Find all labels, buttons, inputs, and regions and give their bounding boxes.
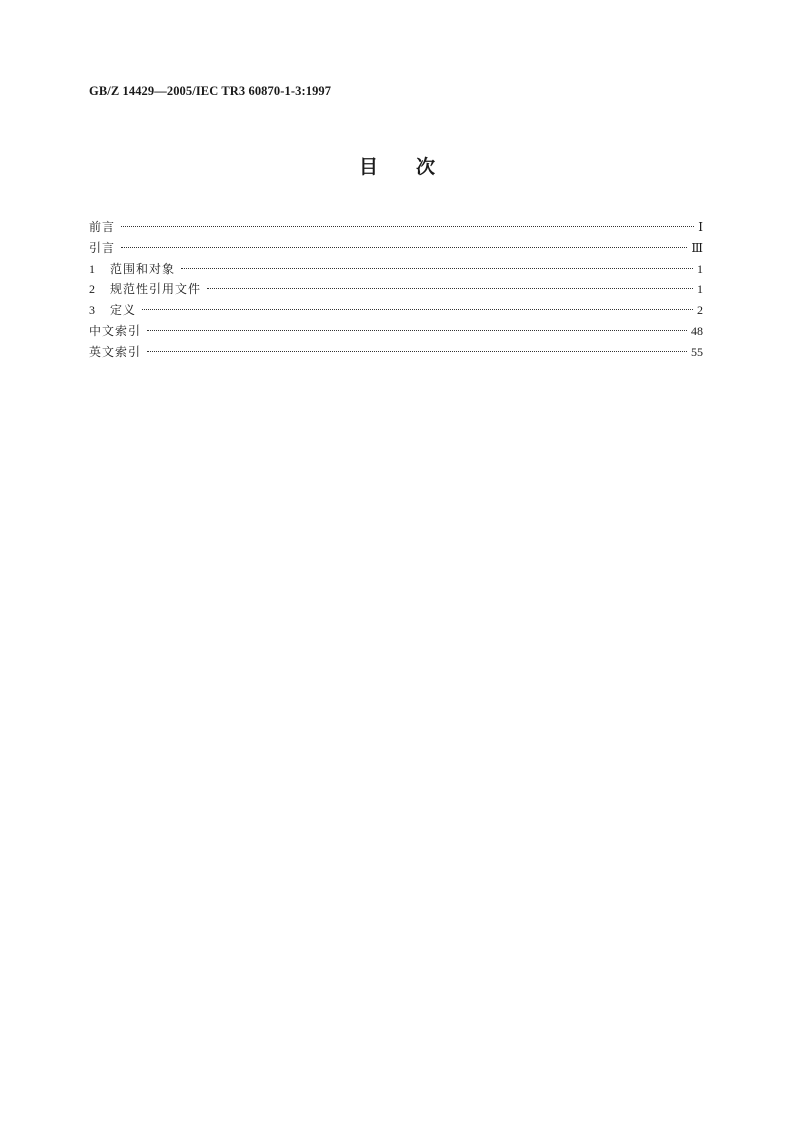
toc-entry-normative-references[interactable] xyxy=(89,279,703,300)
toc-entry-scope[interactable] xyxy=(89,259,703,280)
toc-entry-label: 前言 xyxy=(89,220,116,234)
toc-entry-label: 英文索引 xyxy=(89,344,142,359)
toc-entry-number: 1 xyxy=(89,261,95,276)
toc-entry-label: 范围和对象 xyxy=(110,261,176,276)
toc-entry-label: 定义 xyxy=(110,303,137,318)
toc-entry-page: Ⅲ xyxy=(691,240,703,255)
toc-leader-dots xyxy=(147,351,687,352)
toc-entry-page: Ⅰ xyxy=(698,220,703,234)
toc-leader-dots xyxy=(147,330,687,331)
toc-entry-foreword[interactable] xyxy=(89,217,703,238)
toc-leader-dots xyxy=(142,309,693,310)
toc-entry-number: 2 xyxy=(89,282,95,297)
table-of-contents xyxy=(89,217,703,363)
toc-entry-introduction[interactable] xyxy=(89,238,703,259)
document-code-header: GB/Z 14429—2005/IEC TR3 60870-1-3:1997 xyxy=(89,84,332,98)
toc-entry-label: 引言 xyxy=(89,240,116,255)
page-title: 目 次 xyxy=(358,156,435,178)
toc-leader-dots xyxy=(207,288,693,289)
toc-leader-dots xyxy=(121,226,694,227)
toc-entry-definitions[interactable] xyxy=(89,300,703,321)
toc-entry-english-index[interactable] xyxy=(89,342,703,363)
toc-entry-page: 2 xyxy=(697,303,703,318)
toc-leader-dots xyxy=(121,247,687,248)
toc-entry-page: 48 xyxy=(691,323,703,338)
toc-leader-dots xyxy=(181,268,693,269)
toc-entry-page: 1 xyxy=(697,282,703,297)
toc-entry-number: 3 xyxy=(89,303,95,318)
toc-entry-chinese-index[interactable] xyxy=(89,321,703,342)
toc-entry-page: 1 xyxy=(697,261,703,276)
toc-entry-label: 中文索引 xyxy=(89,323,142,338)
toc-entry-label: 规范性引用文件 xyxy=(110,282,202,297)
toc-entry-page: 55 xyxy=(691,344,703,359)
